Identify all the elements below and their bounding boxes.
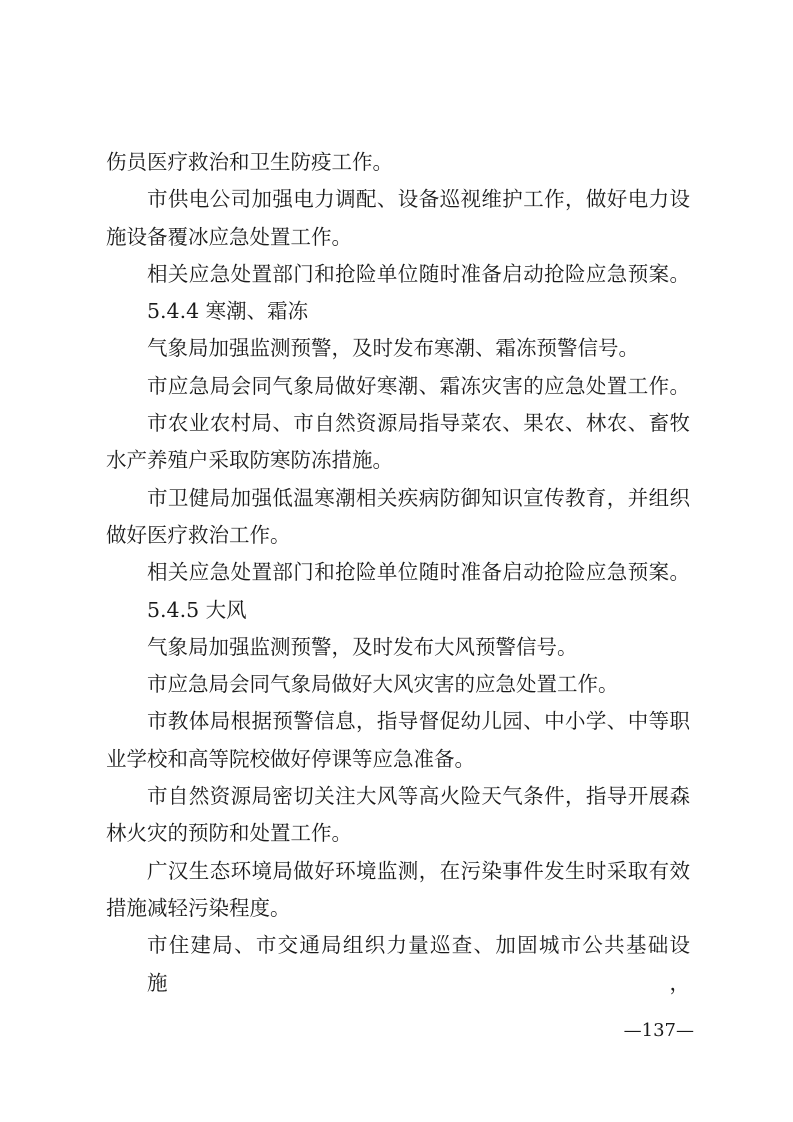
text-line: 市住建局、市交通局组织力量巡查、加固城市公共基础设施， [147,933,690,995]
text-line: 施设备覆冰应急处置工作。 [106,224,352,249]
section-heading: 5.4.5 大风 [147,597,247,622]
section-heading: 5.4.4 寒潮、霜冻 [147,299,309,324]
body-text [106,144,690,995]
text-line: 市应急局会同气象局做好大风灾害的应急处置工作。 [147,672,619,697]
text-line: 市农业农村局、市自然资源局指导菜农、果农、林农、畜牧 [147,411,690,436]
page-number: —137— [623,1020,694,1041]
text-line: 广汉生态环境局做好环境监测，在污染事件发生时采取有效 [147,858,690,883]
text-line: 水产养殖户采取防寒防冻措施。 [106,448,393,473]
text-line: 气象局加强监测预警，及时发布大风预警信号。 [147,634,578,659]
text-line: 市应急局会同气象局做好寒潮、霜冻灾害的应急处置工作。 [147,373,690,398]
text-line: 做好医疗救治工作。 [106,522,291,547]
text-line: 市教体局根据预警信息，指导督促幼儿园、中小学、中等职 [147,709,690,734]
text-line: 气象局加强监测预警，及时发布寒潮、霜冻预警信号。 [147,336,639,361]
text-line: 市卫健局加强低温寒潮相关疾病防御知识宣传教育，并组织 [147,485,690,510]
text-line: 市自然资源局密切关注大风等高火险天气条件，指导开展森 [147,784,690,809]
text-line: 伤员医疗救治和卫生防疫工作。 [106,150,393,174]
text-line: 业学校和高等院校做好停课等应急准备。 [106,746,475,771]
text-line: 相关应急处置部门和抢险单位随时准备启动抢险应急预案。 [147,560,690,585]
text-line: 市供电公司加强电力调配、设备巡视维护工作，做好电力设 [147,187,690,212]
text-line: 林火灾的预防和处置工作。 [106,821,352,846]
text-line: 相关应急处置部门和抢险单位随时准备启动抢险应急预案。 [147,261,690,286]
text-line: 措施减轻污染程度。 [106,895,291,920]
